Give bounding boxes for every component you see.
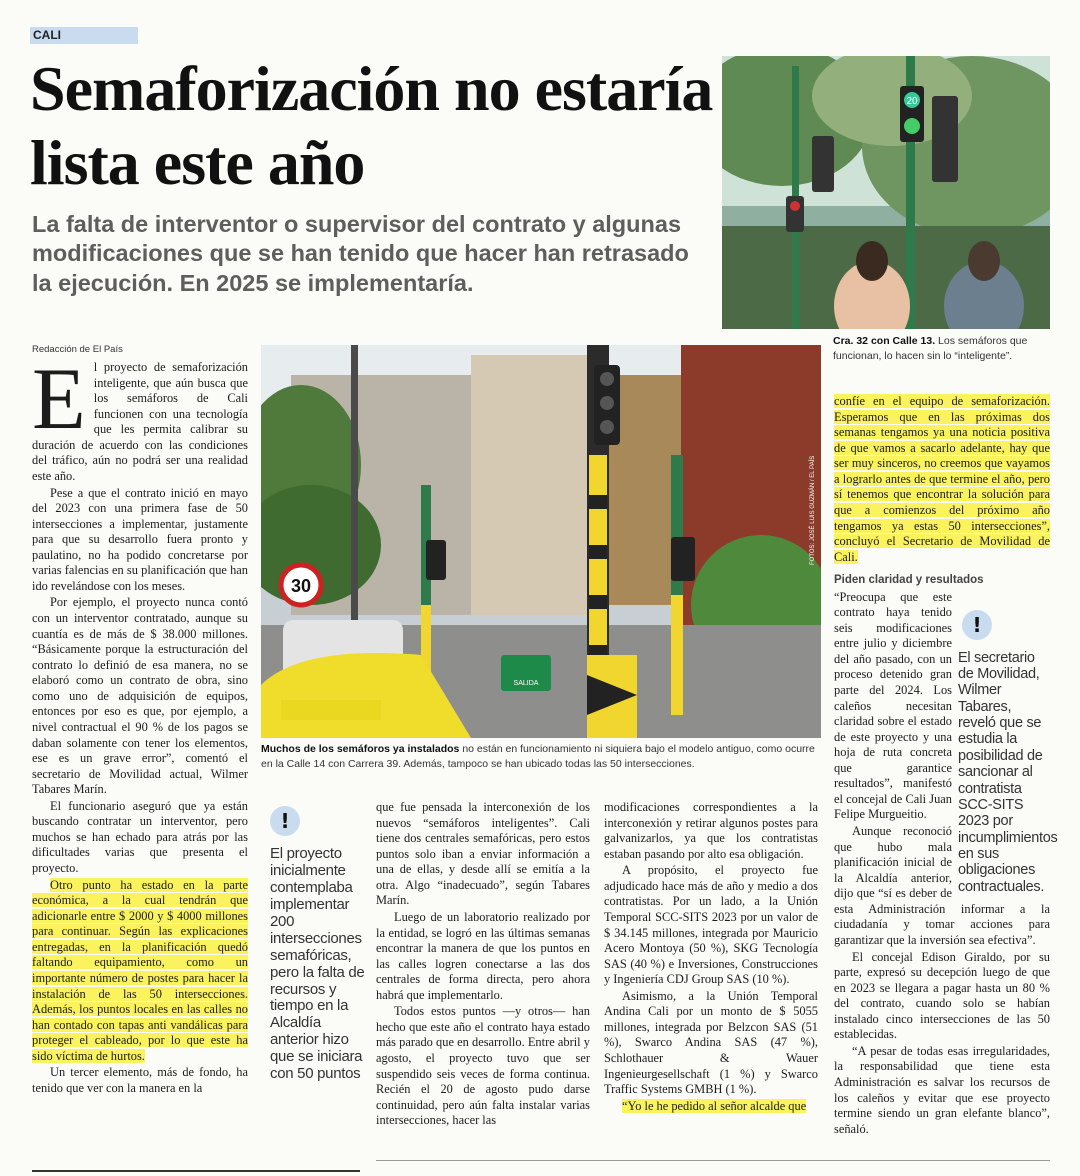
pullquote-text: El secretario de Movilidad, Wilmer Tabares, reveló que se estudia la posibilidad de sancionar al contratista SCC-SITS 2023 por incumplimientos en sus obligaciones contractuales. — [958, 649, 1058, 895]
pullquote-1 — [270, 806, 366, 1083]
caption-top-photo — [833, 334, 1053, 364]
paragraph: El concejal Edison Giraldo, por su parte, expresó su decepción luego de que en 2023 se llegara a pagar hasta un 80 % del contrato, cuando solo se habían instalado cinco intersecciones de las 50 establecidas. — [834, 949, 1050, 1042]
pullquote-text: El proyecto inicialmente contemplaba implementar 200 intersecciones semafóricas, pero la falta de recursos y tiempo en la Alcaldía anterior hizo que se iniciara con 50 puntos — [270, 845, 365, 1083]
paragraph: A propósito, el proyecto fue adjudicado hace más de año y medio a dos contratistas. Por un lado, a la Unión Temporal SCC-SITS 2023 por un valor de $ 34.145 millones, integrada por Mauricio Acero Montoya (50 %), SKG Tecnología SAS (40 %) e Inversiones, Construcciones y Ingeniería CDJ Group SAS (10 %). — [604, 863, 818, 987]
paragraph: Luego de un laboratorio realizado por la entidad, se logró en las últimas semanas encontrar la manera de que los puntos en las calles logren conectarse a las dos centrales de forma directa, pero ahora habrá que implementarlo. — [376, 909, 590, 1002]
paragraph: “A pesar de todas esas irregularidades, la responsabilidad que tiene esta Administración es salvar los recursos de los caleños y evitar que ese proyecto termine siendo un gran elefante blanco”, señaló. — [834, 1043, 1050, 1136]
paragraph: que fue pensada la interconexión de los nuevos “semáforos inteligentes”. Cali tiene dos centrales semafóricas, pero estos puntos solo iban a enviar información a una de ellas, y desde allí se emitía a la otra. Algo “inadecuado”, según Tabares Marín. — [376, 800, 590, 908]
headline: Semaforización no estaría lista este año — [30, 53, 713, 198]
bottom-rule-left — [32, 1170, 360, 1172]
paragraph: Pese a que el contrato inició en mayo del 2023 con una primera fase de 50 intersecciones a implementar, justamente para que su desarrollo fuera pronto y paulatino, no ha podido concretarse por varias falencias en su planificación que han ido revelándose con los meses. — [32, 485, 248, 593]
subheading: Piden claridad y resultados — [834, 574, 984, 587]
pullquote-2 — [958, 610, 1058, 896]
photo-traffic-lights-calle14 — [261, 345, 821, 738]
highlighted-paragraph: confíe en el equipo de semaforización. Esperamos que en las próximas dos semanas tengamos ya una noticia positiva de que vamos a sacarlo adelante, hay que ser muy sinceros, no creemos que vayamos a lograrlo antes de que termine el año, pero sí tenemos que encontrar la solución para que a comienzos del próximo año tengamos ya estas 50 intersecciones”, concluyó el Secretario de Movilidad de Cali. — [834, 394, 1050, 564]
speed-limit-sign: 30 — [290, 576, 312, 596]
column-4 — [834, 394, 1058, 1138]
paragraph: Aunque reconoció que hubo mala planificación inicial de la Alcaldía anterior, dijo que “sí es deber de esta Administración informar a la ciudadanía y tomar acciones para garantizar que la inversión sea efectiva”. — [834, 824, 1050, 947]
paragraph: Asimismo, a la Unión Temporal Andina Cali por un monto de $ 5055 millones, integrada por Belzcon SAS (51 %), Swarco Andina SAS (47 %), Schlothauer & Wauer Ingenieurgesellschaft (1 %) y Swarco Traffic Systems GMBH (1 %). — [604, 988, 818, 1097]
highlighted-paragraph: “Yo le he pedido al señor alcalde que — [622, 1098, 807, 1113]
caption-main-photo — [261, 742, 821, 772]
section-tag: CALI — [30, 27, 138, 44]
paragraph: Un tercer elemento, más de fondo, ha tenido que ver con la manera en la — [32, 1065, 248, 1095]
paragraph: “Preocupa que este contrato haya tenido seis modificaciones entre julio y diciembre del año pasado, con un proceso detenido gran parte del 2024. Los caleños necesitan claridad sobre el estado de este proyecto y una hoja de ruta concreta que garantice resultados”, manifestó el concejal de Cali Juan Felipe Murgueitio. — [834, 589, 952, 822]
paragraph: Por ejemplo, el proyecto nunca contó con un interventor contratado, aunque su cuantía es de más de $ 38.000 millones. “Básicamente porque la estructuración del contrato lo definió de esa manera, no se elaboró como un contrato de obra, sino como uno de adquisición de equipos, entonces por eso es que, por ejemplo, a nivel contractual el 90 % de los pagos se daban solamente con tener los elementos, ese es un grave error”, comentó el secretario de Movilidad actual, Wilmer Tabares Marín. — [32, 595, 248, 797]
highlighted-paragraph: Otro punto ha estado en la parte económica, a la cual tendrán que adicionarle entre $ 2000 y $ 4000 millones para continuar. Según las explicaciones entregadas, en la planificación quedó faltando equipamiento, como un importante número de postes para hacer la instalación de las 50 intersecciones. Además, los puntos locales en las calles no han contado con tapas anti vandálicas para proteger el cableado, por lo que este ha sido víctima de hurtos. — [32, 877, 248, 1063]
exclamation-icon: ! — [270, 806, 300, 836]
signal-countdown: 20 — [906, 96, 918, 107]
column-1 — [32, 351, 248, 1097]
caption-top-bold: Cra. 32 con Calle 13. — [833, 335, 936, 347]
caption-main-bold: Muchos de los semáforos ya instalados — [261, 743, 460, 755]
column-3 — [604, 800, 818, 1115]
dropcap: E — [32, 351, 86, 448]
exit-sign: SALIDA — [513, 680, 539, 687]
paragraph: modificaciones correspondientes a la interconexión y retirar algunos postes para galvanizarlos, ya que los contratistas estaban pasando por alto esa obligación. — [604, 800, 818, 861]
paragraph: El funcionario aseguró que ya están buscando contratar un interventor, pero muchos se han echado para atrás por las dificultades varias que presenta el proyecto. — [32, 798, 248, 875]
caption-main-text: no están en funcionamiento ni siquiera bajo el modelo antiguo, como ocurre en la Calle 14 con Carrera 39. Además, tampoco se han ubicado todas las 50 intersecciones. — [261, 743, 815, 771]
caption-top-text: Los semáforos que funcionan, lo hacen sin lo “inteligente”. — [833, 335, 1028, 363]
column-2 — [376, 800, 590, 1130]
photo-credit: FOTOS: JOSÉ LUIS GUZMÁN / EL PAÍS — [810, 455, 816, 565]
byline: Redacción de El País — [32, 344, 123, 355]
deck-subtitle: La falta de interventor o supervisor del contrato y algunas modificaciones que se han tenido que hacer han retrasado la ejecución. En 2025 se implementaría. — [32, 211, 689, 296]
paragraph: Todos estos puntos —y otros— han hecho que este año el contrato haya estado más parado que en desarrollo. Entre abril y agosto, el proyecto tuvo que ser suspendido seis veces de forma continua. Recién el 20 de agosto pudo darse continuidad, pero aún falta instalar varias intersecciones, hacer las — [376, 1004, 590, 1128]
paragraph: l proyecto de semaforización inteligente, que aún busca que los semáforos de Cali funcionen con una tecnología que les permita calibrar su duración de acuerdo con las condiciones del tráfico, aún no podrá ser una realidad este año. — [32, 360, 248, 483]
bottom-rule-right — [376, 1160, 1050, 1161]
exclamation-icon: ! — [962, 610, 992, 640]
photo-traffic-lights-cra32 — [722, 56, 1050, 329]
